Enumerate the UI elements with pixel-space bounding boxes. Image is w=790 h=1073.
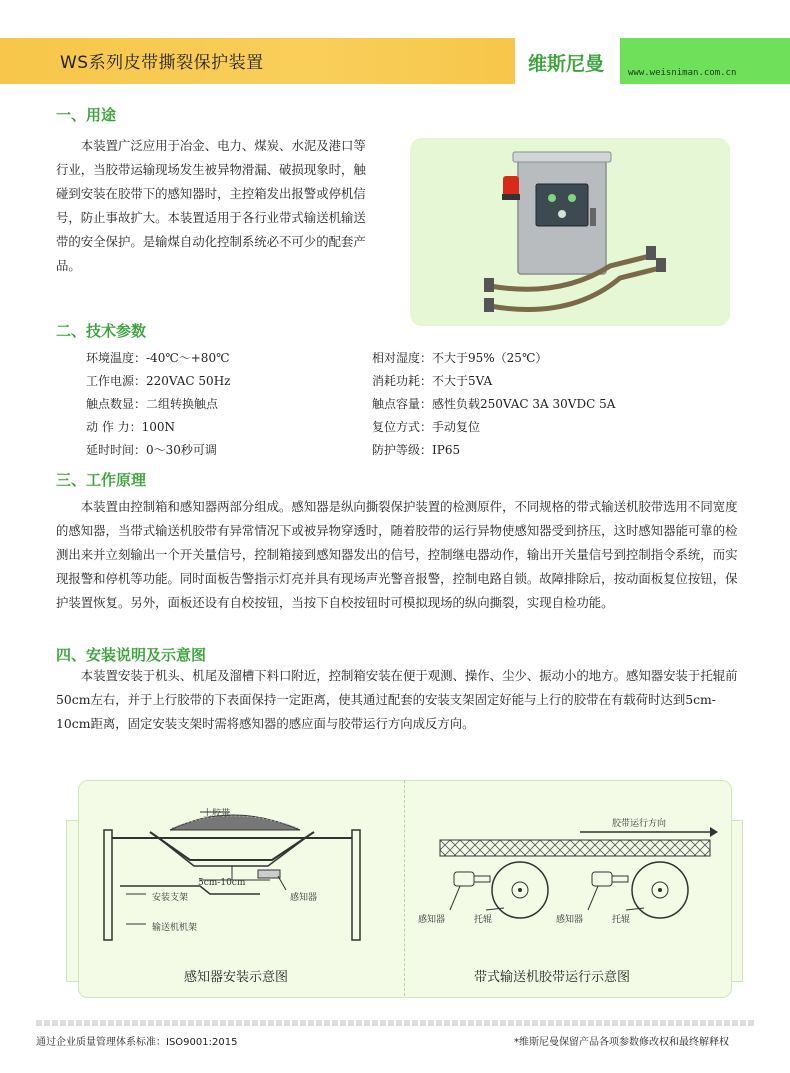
label-roller-2: 托辊 [612, 915, 631, 925]
spec-right-3: 复位方式：手动复位 [372, 420, 481, 434]
website-link[interactable]: www.weisniman.com.cn [628, 68, 737, 78]
label-belt-direction: 胶带运行方向 [612, 819, 667, 829]
section-install-text: 本装置安装于机头、机尾及溜槽下料口附近，控制箱安装在便于观测、操作、尘少、振动小的地方。感知器安装于托辊前50cm左右，并于上行胶带的下表面保持一定距离，使其通过配套的安装支架固定好能与上行的胶带在有载荷时达到5cm-10cm距离，固定安装支架时需将感知器的感应面与胶带运行方向成反方向。 [56, 668, 738, 731]
footer-iso: 通过企业质量管理体系标准：ISO9001:2015 [36, 1037, 238, 1048]
label-sensor: 感知器 [290, 893, 318, 903]
spec-left-3: 动 作 力：100N [86, 420, 176, 434]
section-usage-text: 本装置广泛应用于冶金、电力、煤炭、水泥及港口等行业，当胶带运输现场发生被异物滑漏、破损现象时，触碰到安装在胶带下的感知器时，主控箱发出报警或停机信号，防止事故扩大。本装置适用于各行业带式输送机输送带的安全保护。是输煤自动化控制系统必不可少的配套产品。 [56, 138, 366, 273]
spec-right-0: 相对湿度：不大于95%（25℃） [372, 351, 548, 365]
caption-left: 感知器安装示意图 [184, 970, 289, 985]
spec-right-1: 消耗功耗：不大于5VA [372, 374, 493, 388]
section-install-title: 四、安装说明及示意图 [56, 646, 207, 664]
footer-disclaimer: *维斯尼曼保留产品各项参数修改权和最终解释权 [514, 1037, 729, 1048]
spec-left-4: 延时时间：0～30秒可调 [86, 443, 217, 457]
section-principle-title: 三、工作原理 [56, 471, 147, 489]
section-specs-title: 二、技术参数 [56, 322, 147, 340]
label-roller-1: 托辊 [474, 915, 493, 925]
spec-right-4: 防护等级：IP65 [372, 443, 461, 457]
caption-right: 带式输送机胶带运行示意图 [474, 970, 631, 985]
diagram-divider [404, 780, 405, 996]
spec-left-1: 工作电源：220VAC 50Hz [86, 374, 231, 388]
spec-left-0: 环境温度：-40℃～+80℃ [86, 351, 230, 365]
label-sensor-1: 感知器 [418, 915, 446, 925]
label-upper-belt: 上胶带 [203, 809, 231, 819]
page-title: WS系列皮带撕裂保护装置 [60, 53, 264, 73]
section-usage-title: 一、用途 [56, 106, 117, 124]
sensor-install-diagram [90, 790, 390, 950]
product-photo [410, 138, 730, 326]
label-bracket: 安装支架 [152, 893, 189, 903]
label-distance: 5cm-10cm [198, 878, 246, 888]
spec-right-2: 触点容量：感性负载250VAC 3A 30VDC 5A [372, 397, 616, 411]
section-principle-text: 本装置由控制箱和感知器两部分组成。感知器是纵向撕裂保护装置的检测原件，不同规格的带式输送机胶带选用不同宽度的感知器，当带式输送机胶带有异常情况下或被异物穿透时，随着胶带的运行异物使感知器受到挤压，这时感知器能可靠的检测出来并立刻输出一个开关量信号，控制箱接到感知器发出的信号，控制继电器动作，输出开关量信号到控制指令系统，而实现报警和停机等功能。同时面板告警指示灯亮并具有现场声光警音报警，控制电路自锁。故障排除后，按动面板复位按钮，保护装置恢复。另外，面板还设有自校按钮，当按下自校按钮时可模拟现场的纵向撕裂，实现自检功能。 [56, 499, 738, 610]
label-sensor-2: 感知器 [556, 915, 584, 925]
brand-name: 维斯尼曼 [528, 53, 605, 75]
label-frame: 输送机机架 [152, 923, 198, 933]
spec-left-2: 触点数显：二组转换触点 [86, 397, 219, 411]
footer-divider [36, 1020, 756, 1026]
